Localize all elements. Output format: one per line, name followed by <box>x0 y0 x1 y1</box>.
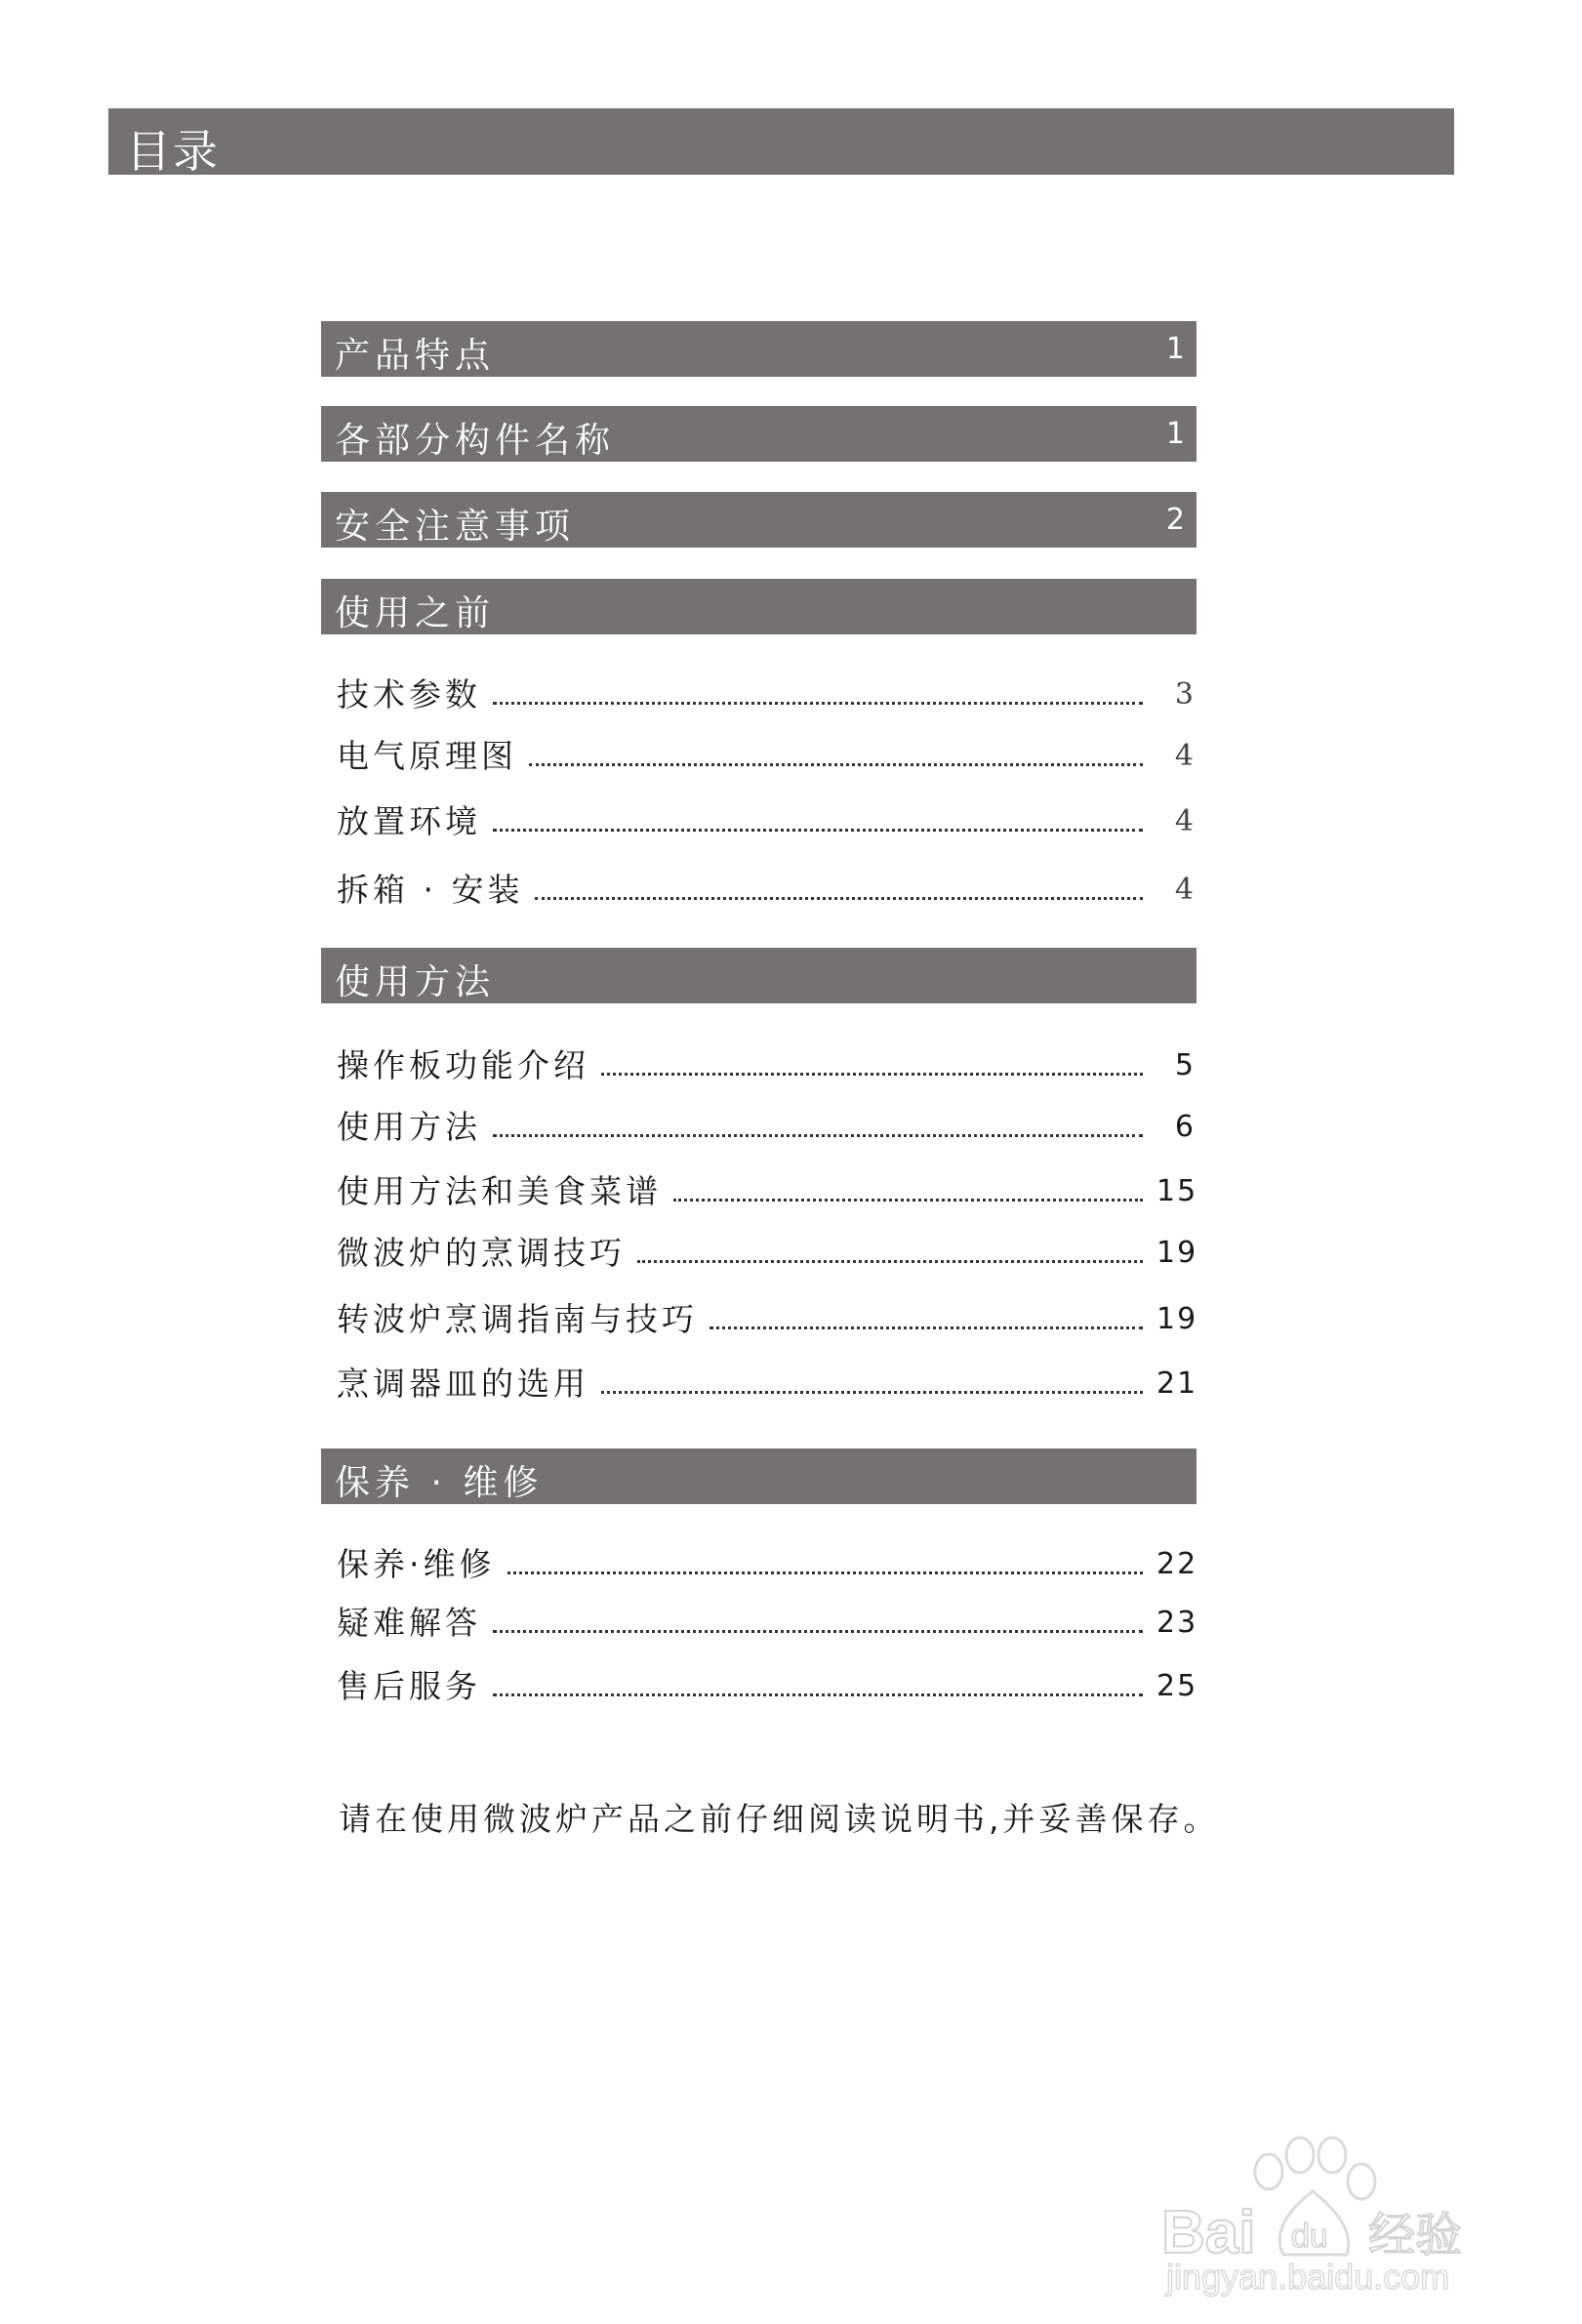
item-page: 3 <box>1174 677 1196 712</box>
page-title: 目录 <box>126 125 220 178</box>
dot-leader <box>507 1571 1144 1574</box>
bar-label: 各部分构件名称 <box>335 421 616 461</box>
page-header <box>108 108 1454 178</box>
bar-label: 安全注意事项 <box>335 507 576 547</box>
item-label: 烹调器皿的选用 <box>337 1365 589 1403</box>
item-label: 技术参数 <box>337 675 481 714</box>
dot-leader <box>493 702 1143 705</box>
toc-bar-safety[interactable] <box>321 492 1197 548</box>
dot-leader <box>493 829 1143 832</box>
item-label: 疑难解答 <box>337 1604 481 1642</box>
toc-item[interactable] <box>337 1106 1196 1149</box>
toc-item[interactable] <box>337 1602 1196 1645</box>
item-page: 4 <box>1174 739 1196 773</box>
bar-page: 1 <box>1165 332 1185 366</box>
item-label: 微波炉的烹调技巧 <box>337 1234 626 1272</box>
toc-item[interactable] <box>337 869 1196 912</box>
dot-leader <box>493 1693 1143 1696</box>
item-label: 拆箱 · 安装 <box>337 871 524 909</box>
item-page: 4 <box>1174 804 1196 838</box>
bar-page: 2 <box>1165 503 1185 537</box>
section-usage <box>321 948 1197 1003</box>
toc-item[interactable] <box>337 1298 1196 1341</box>
dot-leader <box>493 1630 1143 1633</box>
item-page: 19 <box>1156 1236 1198 1270</box>
section-label: 使用方法 <box>335 962 496 1002</box>
bar-page: 1 <box>1165 417 1185 451</box>
item-page: 21 <box>1156 1366 1198 1401</box>
item-label: 操作板功能介绍 <box>337 1046 589 1084</box>
item-label: 转波炉烹调指南与技巧 <box>337 1300 698 1338</box>
dot-leader <box>601 1073 1143 1076</box>
reading-note: 请在使用微波炉产品之前仔细阅读说明书,并妥善保存。 <box>339 1800 1220 1838</box>
section-maintenance <box>321 1448 1197 1504</box>
toc-item[interactable] <box>337 1665 1196 1708</box>
item-page: 23 <box>1156 1606 1198 1640</box>
item-label: 保养·维修 <box>337 1545 496 1583</box>
toc-bar-product-features[interactable] <box>321 321 1197 377</box>
item-page: 19 <box>1156 1302 1198 1336</box>
svg-text:du: du <box>1291 2218 1328 2255</box>
svg-text:Bai: Bai <box>1161 2199 1256 2266</box>
dot-leader <box>710 1326 1143 1329</box>
dot-leader <box>673 1199 1143 1202</box>
item-page: 4 <box>1174 873 1196 907</box>
item-page: 5 <box>1174 1048 1196 1082</box>
svg-text:经验: 经验 <box>1368 2208 1463 2263</box>
toc-item[interactable] <box>337 1170 1196 1213</box>
item-label: 电气原理图 <box>337 737 517 775</box>
toc-item[interactable] <box>337 1044 1196 1087</box>
section-label: 保养 · 维修 <box>335 1463 544 1503</box>
toc-item[interactable] <box>337 735 1196 778</box>
item-page: 25 <box>1156 1669 1198 1703</box>
toc-bar-part-names[interactable] <box>321 406 1197 462</box>
item-page: 6 <box>1174 1110 1196 1144</box>
toc-item[interactable] <box>337 673 1196 716</box>
item-label: 放置环境 <box>337 802 481 840</box>
dot-leader <box>535 897 1143 900</box>
toc-item[interactable] <box>337 1232 1196 1275</box>
dot-leader <box>601 1391 1143 1394</box>
dot-leader <box>493 1134 1143 1137</box>
item-label: 售后服务 <box>337 1667 481 1705</box>
baidu-jingyan-watermark-logo <box>1113 2079 1474 2297</box>
dot-leader <box>637 1260 1143 1263</box>
dot-leader <box>529 763 1143 766</box>
toc-item[interactable] <box>337 800 1196 843</box>
svg-text:jingyan.baidu.com: jingyan.baidu.com <box>1166 2257 1450 2297</box>
item-label: 使用方法和美食菜谱 <box>337 1172 662 1210</box>
item-label: 使用方法 <box>337 1108 481 1146</box>
section-label: 使用之前 <box>335 593 496 633</box>
bar-label: 产品特点 <box>335 336 496 376</box>
section-before-use <box>321 579 1197 634</box>
item-page: 22 <box>1156 1547 1198 1581</box>
toc-item[interactable] <box>337 1363 1196 1406</box>
item-page: 15 <box>1156 1174 1198 1208</box>
toc-item[interactable] <box>337 1543 1196 1586</box>
